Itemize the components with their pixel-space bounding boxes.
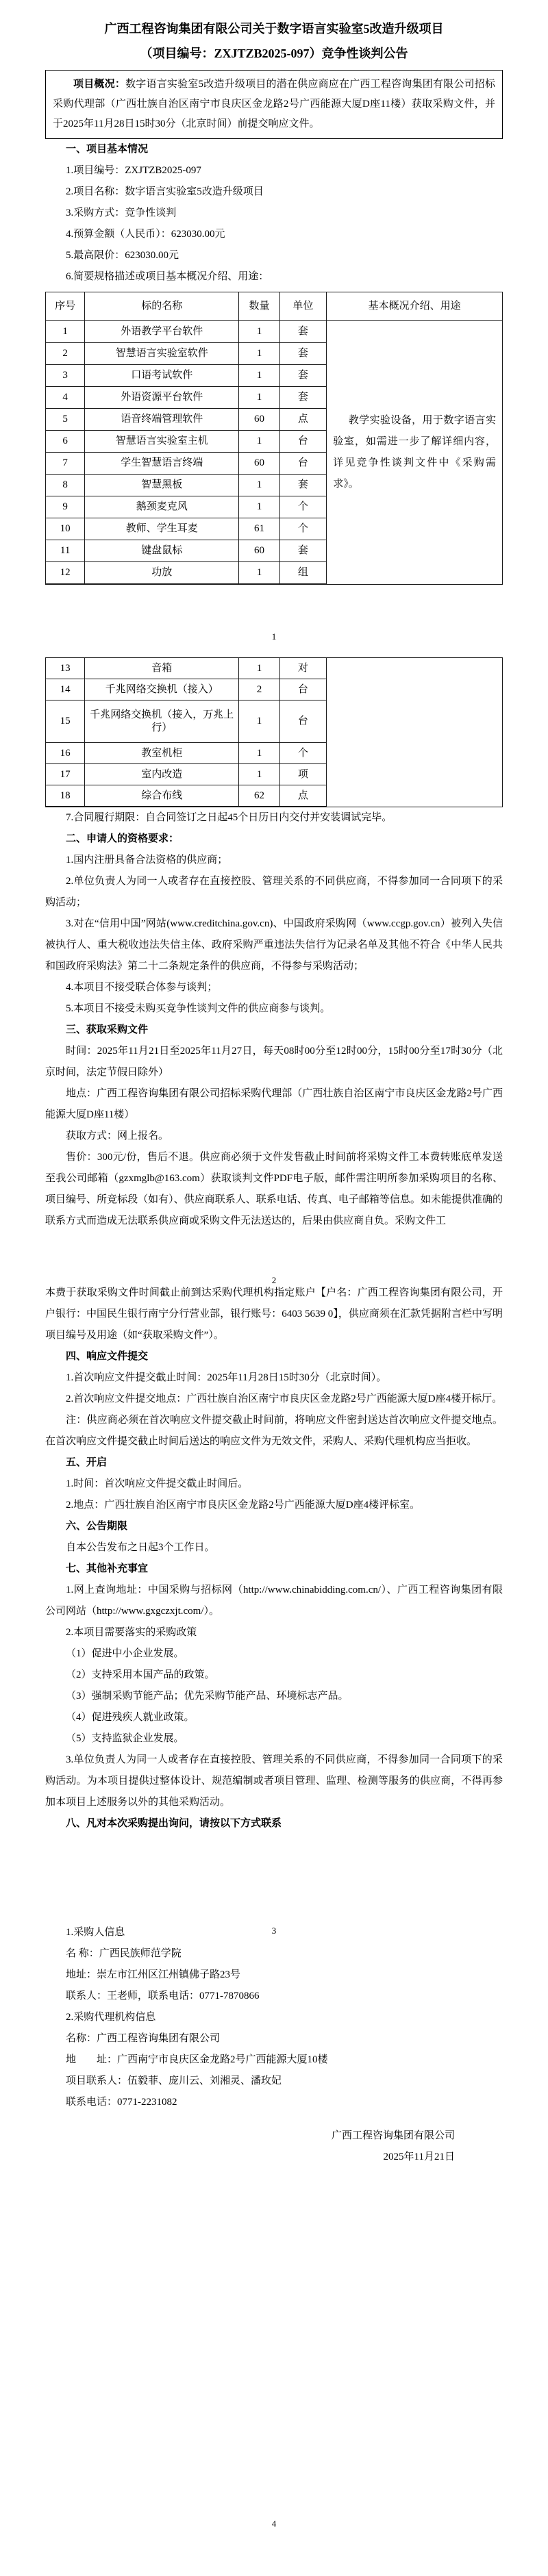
signature-company: 广西工程咨询集团有限公司	[331, 2130, 455, 2141]
table-cell-qty: 60	[239, 409, 279, 431]
table-cell-seq: 18	[46, 785, 85, 807]
table-cell-seq: 6	[46, 431, 85, 453]
spec-description-intro: 6.简要规格描述或项目基本概况介绍、用途：	[66, 271, 269, 282]
table-cell-unit: 套	[280, 343, 327, 365]
table-cell-qty: 1	[239, 365, 279, 387]
table-cell-qty: 1	[239, 475, 279, 496]
table-cell-unit: 套	[280, 540, 327, 562]
obtain-method: 获取方式：网上报名。	[66, 1131, 169, 1141]
purchaser-contact: 联系人：王老师，联系电话：0771-7870866	[66, 1991, 260, 2002]
other-item-2: 2.本项目需要落实的采购政策	[66, 1627, 197, 1638]
page-number-2: 2	[271, 1275, 277, 1285]
page-break-1	[45, 585, 503, 653]
other-item-3: 3.单位负责人为同一人或者存在直接控股、管理关系的不同供应商，不得参加同一合同项下的采购活动。为本项目提供过整体设计、规范编制或者项目管理、监理、检测等服务的供应商，不得再参加本项目上述服务以外的其他采购活动。	[45, 1754, 503, 1808]
qualification-item-1: 1.国内注册具备合法资格的供应商；	[66, 855, 228, 866]
table-cell-seq: 5	[46, 409, 85, 431]
agency-name: 名称：广西工程咨询集团有限公司	[66, 2033, 221, 2044]
table-cell-name: 千兆网络交换机（接入）	[85, 679, 239, 700]
table-cell-name: 智慧语言实验室软件	[85, 343, 239, 365]
table-cell-unit: 对	[280, 658, 327, 679]
section-1-heading: 一、项目基本情况	[66, 144, 149, 155]
table-cell-name: 外语教学平台软件	[85, 321, 239, 343]
table-cell-unit: 套	[280, 365, 327, 387]
table-cell-unit: 个	[280, 743, 327, 764]
qualification-item-2: 2.单位负责人为同一人或者存在直接控股、管理关系的不同供应商，不得参加同一合同项下的采购活动；	[45, 876, 503, 908]
table-cell-qty: 1	[239, 562, 279, 584]
other-item-1: 1.网上查询地址：中国采购与招标网（http://www.chinabidding.com.cn/）、广西工程咨询集团有限公司网站（http://www.gxgczxjt.com/）。	[45, 1584, 503, 1617]
table-description-cell	[327, 321, 502, 584]
project-name: 2.项目名称：数字语言实验室5改造升级项目	[66, 186, 264, 197]
agency-phone: 联系电话：0771-2231082	[66, 2097, 177, 2108]
section-5-heading: 五、开启	[66, 1457, 108, 1468]
table-cell-qty: 2	[239, 679, 279, 700]
table-cell-unit: 台	[280, 700, 327, 743]
table-cell-seq: 16	[46, 743, 85, 764]
table-cell-qty: 1	[239, 343, 279, 365]
items-table-part1	[45, 292, 503, 585]
policy-item-3: （3）强制采购节能产品；优先采购节能产品、环境标志产品。	[66, 1691, 349, 1702]
table-cell-seq: 17	[46, 764, 85, 785]
table-description-text: 教学实验设备，用于数字语言实验室，如需进一步了解详细内容，详见竞争性谈判文件中《采购需求》。	[333, 415, 496, 490]
project-overview-paragraph	[53, 75, 495, 134]
table-cell-seq: 8	[46, 475, 85, 496]
table-cell-name: 功放	[85, 562, 239, 584]
page-number-1: 1	[271, 631, 277, 642]
table-cell-qty: 1	[239, 387, 279, 409]
table-cell-name: 鹅颈麦克风	[85, 496, 239, 518]
table-header-unit: 单位	[280, 292, 327, 321]
items-table-part2	[45, 657, 503, 807]
table-cell-name: 智慧黑板	[85, 475, 239, 496]
table-cell-name: 口语考试软件	[85, 365, 239, 387]
table-cell-name: 学生智慧语言终端	[85, 453, 239, 475]
table-cell-qty: 60	[239, 540, 279, 562]
table-cell-unit: 个	[280, 496, 327, 518]
signature-block	[45, 2125, 503, 2168]
table-cell-qty: 1	[239, 496, 279, 518]
table-cell-seq: 2	[46, 343, 85, 365]
table-cell-unit: 个	[280, 518, 327, 540]
table-cell-qty: 1	[239, 700, 279, 743]
table-cell-seq: 14	[46, 679, 85, 700]
table-header-description: 基本概况介绍、用途	[327, 292, 502, 321]
table-cell-seq: 4	[46, 387, 85, 409]
section-6-heading: 六、公告期限	[66, 1521, 128, 1532]
table-cell-unit: 项	[280, 764, 327, 785]
page-number-4: 4	[271, 2518, 277, 2529]
table2-description-cell	[327, 658, 502, 807]
table-cell-name: 语音终端管理软件	[85, 409, 239, 431]
procurement-method: 3.采购方式：竞争性谈判	[66, 207, 177, 218]
table-cell-name: 教室机柜	[85, 743, 239, 764]
table-cell-seq: 13	[46, 658, 85, 679]
agency-info-title: 2.采购代理机构信息	[66, 2012, 156, 2023]
section-3-heading: 三、获取采购文件	[66, 1024, 149, 1035]
submission-place: 2.首次响应文件提交地点：广西壮族自治区南宁市良庆区金龙路2号广西能源大厦D座4楼开标厅。	[66, 1393, 503, 1404]
obtain-place: 地点：广西工程咨询集团有限公司招标采购代理部（广西壮族自治区南宁市良庆区金龙路2号广西能源大厦D座11楼）	[45, 1088, 503, 1120]
table-cell-seq: 9	[46, 496, 85, 518]
document-title-line2: （项目编号：ZXJTZB2025-097）竞争性谈判公告	[140, 47, 408, 60]
table-cell-name: 教师、学生耳麦	[85, 518, 239, 540]
table-cell-unit: 点	[280, 409, 327, 431]
purchaser-address: 地址：崇左市江州区江州镇佛子路23号	[66, 1969, 241, 1980]
table-cell-seq: 15	[46, 700, 85, 743]
section-4-heading: 四、响应文件提交	[66, 1351, 149, 1362]
budget-amount: 4.预算金额（人民币）：623030.00元	[66, 229, 225, 240]
policy-item-1: （1）促进中小企业发展。	[66, 1648, 184, 1659]
qualification-item-5: 5.本项目不接受未购买竞争性谈判文件的供应商参与谈判。	[66, 1003, 331, 1014]
project-overview-text: 数字语言实验室5改造升级项目的潜在供应商应在广西工程咨询集团有限公司招标采购代理部（广西壮族自治区南宁市良庆区金龙路2号广西能源大厦D座11楼）获取采购文件，并于2025年11月28日15时30分（北京时间）前提交响应文件。	[53, 79, 495, 129]
section-2-heading: 二、申请人的资格要求：	[66, 833, 179, 844]
purchaser-info-title: 1.采购人信息	[66, 1927, 125, 1938]
qualification-item-3: 3.对在“信用中国”网站(www.creditchina.gov.cn)、中国政府采购网（www.ccgp.gov.cn）被列入失信被执行人、重大税收违法失信主体、政府采购严重违法失信行为记录名单及其他不符合《中华人民共和国政府采购法》第二十二条规定条件的供应商，不得参与采购活动；	[45, 918, 503, 972]
table-cell-name: 室内改造	[85, 764, 239, 785]
table-header-seq: 序号	[46, 292, 85, 321]
agency-contact: 项目联系人：伍毅菲、庞川云、刘湘灵、潘玫妃	[66, 2075, 282, 2086]
document-title	[45, 16, 503, 66]
table-cell-unit: 套	[280, 475, 327, 496]
table-cell-unit: 套	[280, 387, 327, 409]
table-cell-seq: 3	[46, 365, 85, 387]
page-break-3	[45, 1834, 503, 1922]
table-cell-seq: 12	[46, 562, 85, 584]
price-ceiling: 5.最高限价：623030.00元	[66, 250, 179, 261]
policy-item-5: （5）支持监狱企业发展。	[66, 1733, 184, 1744]
table-cell-name: 千兆网络交换机（接入，万兆上行）	[85, 700, 239, 743]
announcement-period: 自本公告发布之日起3个工作日。	[66, 1542, 215, 1553]
section-8-heading: 八、凡对本次采购提出询问，请按以下方式联系	[66, 1818, 282, 1829]
project-overview-label: 项目概况：	[73, 79, 126, 90]
table-cell-qty: 62	[239, 785, 279, 807]
purchaser-name: 名 称：广西民族师范学院	[66, 1948, 182, 1959]
opening-place: 2.地点：广西壮族自治区南宁市良庆区金龙路2号广西能源大厦D座4楼评标室。	[66, 1500, 421, 1511]
obtain-time: 时间：2025年11月21日至2025年11月27日，每天08时00分至12时00分，15时00分至17时30分（北京时间，法定节假日除外）	[45, 1046, 503, 1078]
submission-note: 注：供应商必须在首次响应文件提交截止时间前，将响应文件密封送达首次响应文件提交地点。在首次响应文件提交截止时间后送达的响应文件为无效文件，采购人、采购代理机构应当拒收。	[45, 1415, 503, 1447]
signature-date: 2025年11月21日	[383, 2151, 455, 2162]
table-cell-seq: 1	[46, 321, 85, 343]
qualification-item-4: 4.本项目不接受联合体参与谈判；	[66, 982, 218, 993]
table-cell-unit: 套	[280, 321, 327, 343]
table-cell-name: 外语资源平台软件	[85, 387, 239, 409]
table-cell-name: 音箱	[85, 658, 239, 679]
table-cell-qty: 1	[239, 743, 279, 764]
table-cell-unit: 台	[280, 431, 327, 453]
submission-deadline: 1.首次响应文件提交截止时间：2025年11月28日15时30分（北京时间）。	[66, 1372, 387, 1383]
table-cell-unit: 组	[280, 562, 327, 584]
table-cell-qty: 1	[239, 431, 279, 453]
table-cell-unit: 台	[280, 679, 327, 700]
table-cell-seq: 7	[46, 453, 85, 475]
table-header-name: 标的名称	[85, 292, 239, 321]
table-cell-seq: 10	[46, 518, 85, 540]
table-cell-qty: 61	[239, 518, 279, 540]
obtain-price-part2: 本费于获取采购文件时间截止前到达采购代理机构指定账户【户名：广西工程咨询集团有限公司，开户银行：中国民生银行南宁分行营业部，银行账号：6403 5639 0】，供应商须在汇款凭据附言栏中写明项目编号及用途（如“获取采购文件”）。	[45, 1287, 503, 1341]
table-cell-qty: 1	[239, 764, 279, 785]
table-cell-unit: 点	[280, 785, 327, 807]
section-7-heading: 七、其他补充事宜	[66, 1563, 149, 1574]
contract-term: 7.合同履行期限：自合同签订之日起45个日历日内交付并安装调试完毕。	[66, 812, 393, 823]
table-cell-name: 键盘鼠标	[85, 540, 239, 562]
table-cell-qty: 60	[239, 453, 279, 475]
policy-item-2: （2）支持采用本国产品的政策。	[66, 1669, 215, 1680]
agency-address: 地 址：广西南宁市良庆区金龙路2号广西能源大厦10楼	[66, 2054, 328, 2065]
opening-time: 1.时间：首次响应文件提交截止时间后。	[66, 1478, 249, 1489]
table-cell-name: 智慧语言实验室主机	[85, 431, 239, 453]
project-overview-box	[45, 70, 503, 139]
policy-item-4: （4）促进残疾人就业政策。	[66, 1712, 195, 1723]
table-cell-qty: 1	[239, 321, 279, 343]
page-number-3: 3	[271, 1925, 277, 1936]
obtain-price-part1: 售价：300元/份，售后不退。供应商必须于文件发售截止时间前将采购文件工本费转账底单发送至我公司邮箱（gzxmglb@163.com）获取谈判文件PDF电子版，邮件需注明所参加采购项目的名称、项目编号、所竞标段（如有）、供应商联系人、联系电话、传真、电子邮箱等信息。如未能提供准确的联系方式而造成无法联系供应商或采购文件无法送达的，后果由供应商自负。采购文件工	[45, 1152, 503, 1226]
table-header-qty: 数量	[239, 292, 279, 321]
table-cell-qty: 1	[239, 658, 279, 679]
document-title-line1: 广西工程咨询集团有限公司关于数字语言实验室5改造升级项目	[104, 22, 444, 36]
table-cell-unit: 台	[280, 453, 327, 475]
table-cell-seq: 11	[46, 540, 85, 562]
project-number: 1.项目编号：ZXJTZB2025-097	[66, 165, 201, 176]
table-cell-name: 综合布线	[85, 785, 239, 807]
